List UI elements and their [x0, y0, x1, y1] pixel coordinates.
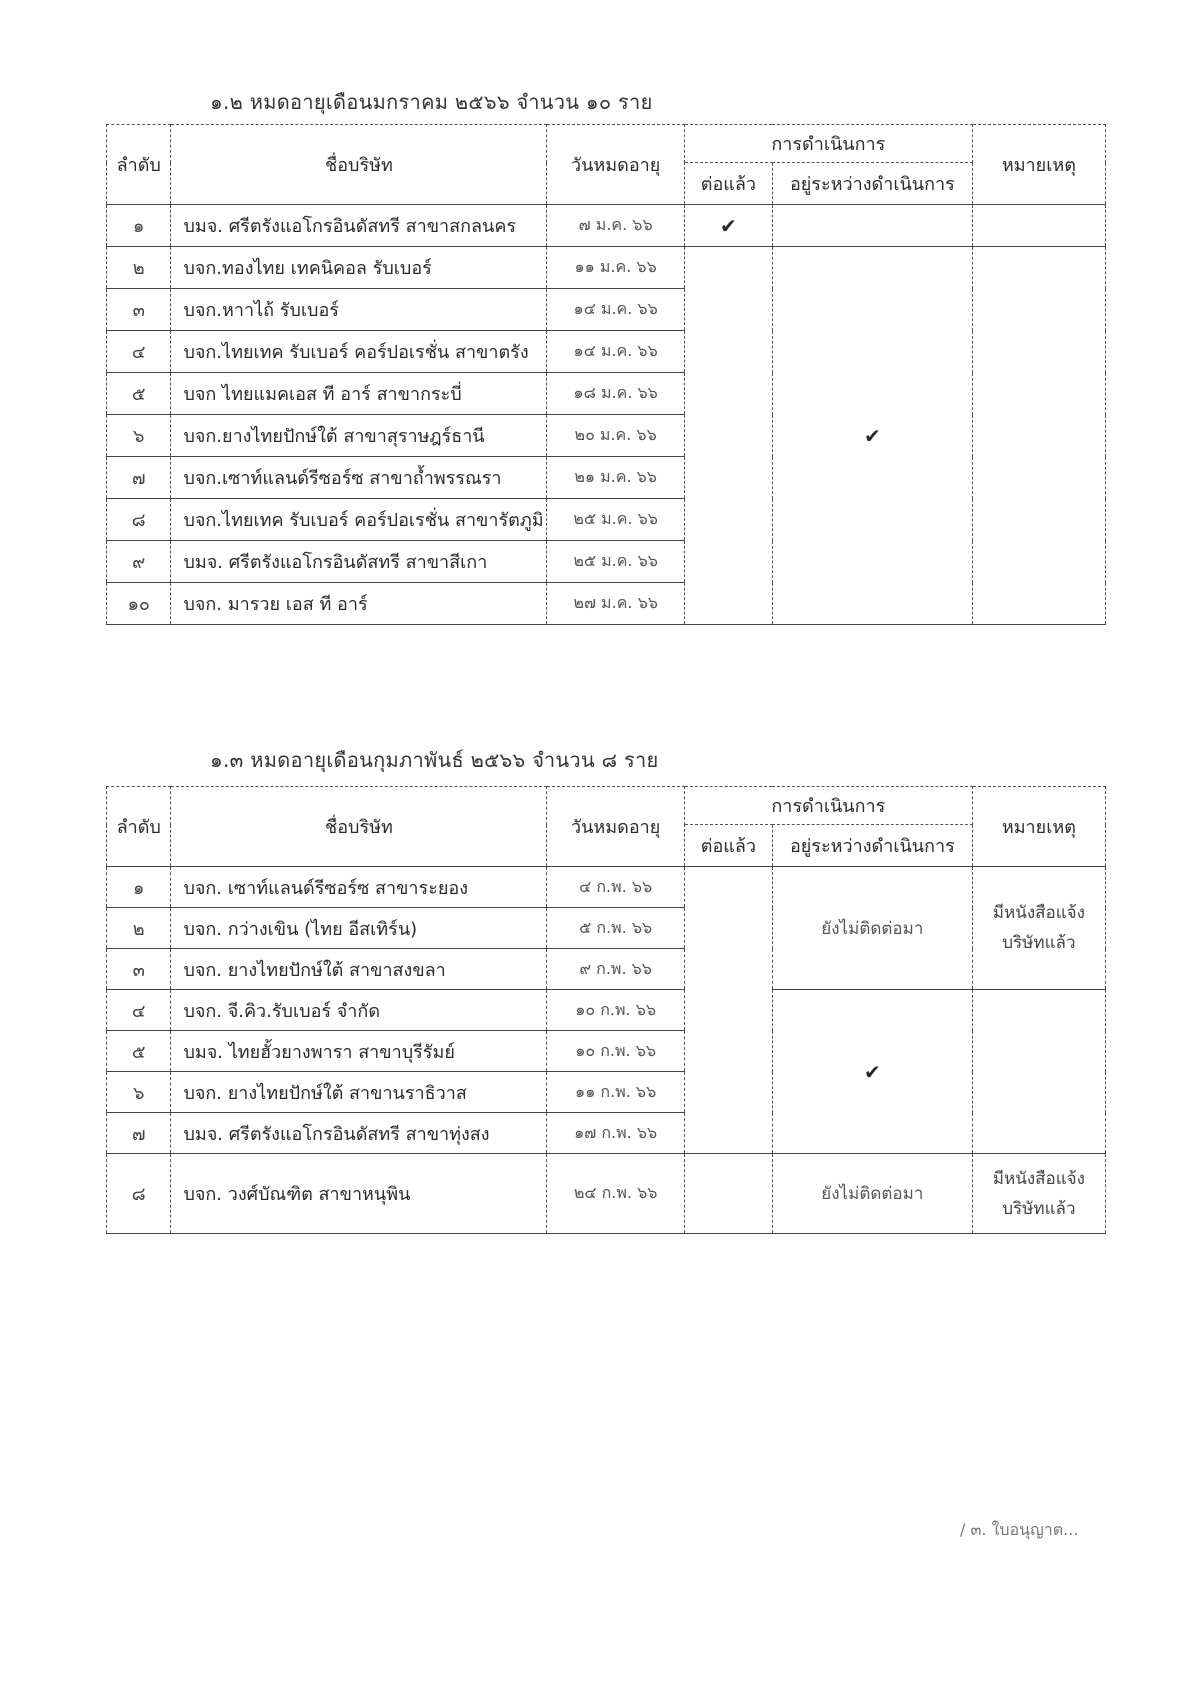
row-in-progress — [772, 205, 972, 247]
remark-empty-cell — [972, 247, 1105, 625]
row-company: บจก. ยางไทยปักษ์ใต้ สาขานราธิวาส — [171, 1072, 547, 1113]
table-row — [107, 1154, 1106, 1234]
remark-note: มีหนังสือแจ้ง บริษัทแล้ว — [972, 1154, 1105, 1234]
row-company: บจก.ไทยเทค รับเบอร์ คอร์ปอเรชั่น สาขารัตภูมิ — [171, 499, 547, 541]
row-company: บมจ. ไทยฮั้วยางพารา สาขาบุรีรัมย์ — [171, 1031, 547, 1072]
header-expiry: วันหมดอายุ — [547, 787, 684, 867]
continuation-note: / ๓. ใบอนุญาต... — [960, 1520, 1079, 1539]
header-renewed: ต่อแล้ว — [684, 825, 772, 867]
remark-note: มีหนังสือแจ้ง บริษัทแล้ว — [972, 867, 1105, 990]
header-company: ชื่อบริษัท — [171, 125, 547, 205]
row-no: ๑ — [107, 205, 171, 247]
row-expiry: ๔ ก.พ. ๖๖ — [547, 867, 684, 908]
header-in-progress: อยู่ระหว่างดำเนินการ — [772, 163, 972, 205]
row-company: บจก.เซาท์แลนด์รีซอร์ซ สาขาถ้ำพรรณรา — [171, 457, 547, 499]
row-expiry: ๑๗ ก.พ. ๖๖ — [547, 1113, 684, 1154]
section-2-title: ๑.๓ หมดอายุเดือนกุมภาพันธ์ ๒๕๖๖ จำนวน ๘ ราย — [210, 748, 659, 772]
row-no: ๒ — [107, 247, 171, 289]
row-expiry: ๑๐ ก.พ. ๖๖ — [547, 1031, 684, 1072]
table-row — [107, 990, 1106, 1031]
row-company: บจก.ไทยเทค รับเบอร์ คอร์ปอเรชั่น สาขาตรัง — [171, 331, 547, 373]
row-company: บจก ไทยแมคเอส ที อาร์ สาขากระบี่ — [171, 373, 547, 415]
header-no: ลำดับ — [107, 125, 171, 205]
expiry-table-january — [106, 124, 1106, 625]
row-no: ๑๐ — [107, 583, 171, 625]
row-company: บจก. วงศ์บัณฑิต สาขาหนุพิน — [171, 1154, 547, 1234]
header-in-progress: อยู่ระหว่างดำเนินการ — [772, 825, 972, 867]
renewed-empty-cell — [684, 1154, 772, 1234]
row-no: ๗ — [107, 457, 171, 499]
row-expiry: ๒๕ ม.ค. ๖๖ — [547, 499, 684, 541]
in-progress-check-icon: ✔ — [772, 247, 972, 625]
row-no: ๖ — [107, 415, 171, 457]
row-company: บจก. จี.คิว.รับเบอร์ จำกัด — [171, 990, 547, 1031]
expiry-table-february — [106, 786, 1106, 1234]
row-no: ๕ — [107, 1031, 171, 1072]
row-expiry: ๒๐ ม.ค. ๖๖ — [547, 415, 684, 457]
row-company: บจก.หาาไถ้ รับเบอร์ — [171, 289, 547, 331]
row-expiry: ๑๔ ม.ค. ๖๖ — [547, 289, 684, 331]
row-no: ๘ — [107, 1154, 171, 1234]
row-no: ๔ — [107, 990, 171, 1031]
row-no: ๓ — [107, 289, 171, 331]
section-1-title: ๑.๒ หมดอายุเดือนมกราคม ๒๕๖๖ จำนวน ๑๐ ราย — [210, 90, 653, 114]
row-company: บจก. ยางไทยปักษ์ใต้ สาขาสงขลา — [171, 949, 547, 990]
row-no: ๖ — [107, 1072, 171, 1113]
row-expiry: ๑๘ ม.ค. ๖๖ — [547, 373, 684, 415]
in-progress-check-icon: ✔ — [772, 990, 972, 1154]
header-action: การดำเนินการ — [684, 125, 972, 163]
row-expiry: ๑๑ ม.ค. ๖๖ — [547, 247, 684, 289]
row-expiry: ๕ ก.พ. ๖๖ — [547, 908, 684, 949]
row-expiry: ๒๗ ม.ค. ๖๖ — [547, 583, 684, 625]
in-progress-status: ยังไม่ติดต่อมา — [772, 1154, 972, 1234]
row-expiry: ๙ ก.พ. ๖๖ — [547, 949, 684, 990]
remark-empty-cell — [972, 990, 1105, 1154]
row-expiry: ๑๐ ก.พ. ๖๖ — [547, 990, 684, 1031]
row-company: บมจ. ศรีตรังแอโกรอินดัสทรี สาขาทุ่งสง — [171, 1113, 547, 1154]
header-company: ชื่อบริษัท — [171, 787, 547, 867]
header-expiry: วันหมดอายุ — [547, 125, 684, 205]
row-company: บจก.ยางไทยปักษ์ใต้ สาขาสุราษฎร์ธานี — [171, 415, 547, 457]
row-expiry: ๒๑ ม.ค. ๖๖ — [547, 457, 684, 499]
in-progress-status: ยังไม่ติดต่อมา — [772, 867, 972, 990]
row-company: บมจ. ศรีตรังแอโกรอินดัสทรี สาขาสีเกา — [171, 541, 547, 583]
row-no: ๔ — [107, 331, 171, 373]
row-no: ๕ — [107, 373, 171, 415]
row-no: ๒ — [107, 908, 171, 949]
row-company: บมจ. ศรีตรังแอโกรอินดัสทรี สาขาสกลนคร — [171, 205, 547, 247]
row-company: บจก. มารวย เอส ที อาร์ — [171, 583, 547, 625]
row-expiry: ๑๑ ก.พ. ๖๖ — [547, 1072, 684, 1113]
renewed-empty-cell — [684, 247, 772, 625]
row-no: ๙ — [107, 541, 171, 583]
row-expiry: ๒๔ ก.พ. ๖๖ — [547, 1154, 684, 1234]
table-row — [107, 867, 1106, 908]
row-no: ๗ — [107, 1113, 171, 1154]
row-no: ๘ — [107, 499, 171, 541]
header-remark: หมายเหตุ — [972, 125, 1105, 205]
header-action: การดำเนินการ — [684, 787, 972, 825]
row-expiry: ๗ ม.ค. ๖๖ — [547, 205, 684, 247]
header-remark: หมายเหตุ — [972, 787, 1105, 867]
row-no: ๓ — [107, 949, 171, 990]
row-expiry: ๒๕ ม.ค. ๖๖ — [547, 541, 684, 583]
renewed-check-icon: ✔ — [684, 205, 772, 247]
header-renewed: ต่อแล้ว — [684, 163, 772, 205]
table-row — [107, 247, 1106, 289]
row-company: บจก.ทองไทย เทคนิคอล รับเบอร์ — [171, 247, 547, 289]
renewed-empty-cell — [684, 867, 772, 1154]
row-expiry: ๑๔ ม.ค. ๖๖ — [547, 331, 684, 373]
row-company: บจก. เซาท์แลนด์รีซอร์ซ สาขาระยอง — [171, 867, 547, 908]
row-no: ๑ — [107, 867, 171, 908]
row-company: บจก. กว่างเขิน (ไทย อีสเทิร์น) — [171, 908, 547, 949]
header-no: ลำดับ — [107, 787, 171, 867]
row-remark — [972, 205, 1105, 247]
table-row — [107, 205, 1106, 247]
